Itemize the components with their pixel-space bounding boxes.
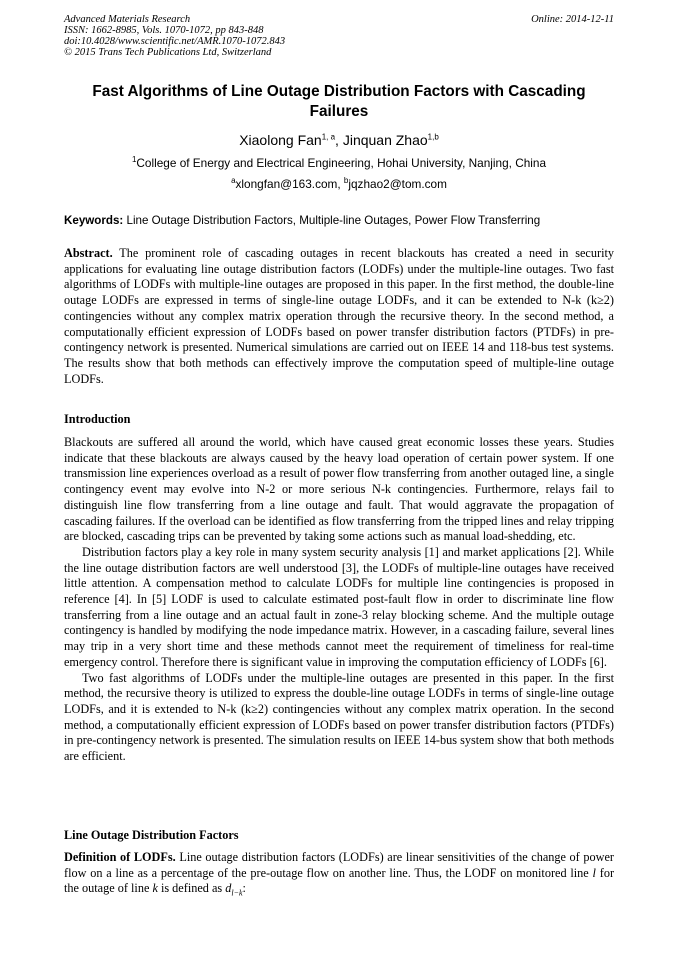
paragraph: Two fast algorithms of LODFs under the multiple-line outages are presented in this paper. In the first method, the recursive theory is utilized to express the double-line outage LODFs in terms of single-line outage LODFs, and it is extended to N-k (k≥2) contingencies without any complex matrix operation. In the second method, a computationally efficient expression of LODFs based on power transfer distribution factors (PTDFs) in pre-contingency network is presented. The simulation results on IEEE 14-bus system show that both methods are efficient.: [64, 670, 614, 764]
definition-label: Definition of LODFs.: [64, 850, 176, 864]
online-date: Online: 2014-12-11: [531, 14, 614, 25]
abstract: [64, 246, 614, 387]
email-list: [64, 177, 614, 192]
keywords-text: Line Outage Distribution Factors, Multiple-line Outages, Power Flow Transferring: [126, 214, 541, 227]
paragraph: Distribution factors play a key role in many system security analysis [1] and market applications [2]. While the line outage distribution factors are well understood [3], the LODFs of multiple-line outages have received little attention. A compensation method to calculate LODFs for multiple line contingencies is proposed in reference [4]. In [5] LODF is used to calculate estimated post-fault flow in order to discriminate line flow transferring from a line outage and an actual fault in zone-3 relay blocking scheme. And the multiple outage contingency is handled by modifying the node impedance matrix. However, in a cascading failure, several lines may trip in a very short time and these methods cannot meet the requirement of timeliness for real-time emergency control. Therefore there is significant value in improving the computation efficiency of LODFs [6].: [64, 544, 614, 669]
author-name: Xiaolong Fan: [239, 132, 322, 148]
author-affiliation-mark: 1,b: [427, 132, 439, 142]
affiliation: [64, 156, 614, 171]
affiliation-text: College of Energy and Electrical Engineering, Hohai University, Nanjing, China: [136, 156, 547, 170]
abstract-text: The prominent role of cascading outages in recent blackouts has created a need in security applications for evaluating line outage distribution factors (LODFs) under the multiple-line outages. Two fast algorithms of LODFs with multiple-line outages are proposed in this paper. In the first method, the double-line outage LODFs are expressed in terms of single-line outage LODFs, and it can be extended to N-k (k≥2) contingencies without any complex matrix operation through the recursive theory. In the second method, a computationally efficient expression of LODFs based on power transfer distribution factors (PTDFs) in pre-contingency network is presented. Numerical simulations are carried out on IEEE 14 and 118-bus test systems. The results show that both methods can effectively improve the computation speed of multiple-line outage LODFs.: [64, 246, 615, 386]
definition-text: is defined as: [160, 881, 223, 896]
journal-header: [64, 14, 614, 58]
journal-name: Advanced Materials Research: [64, 14, 191, 25]
introduction-body: [64, 435, 614, 765]
email-address: xlongfan@163.com: [235, 177, 338, 191]
lodf-symbol: d: [225, 881, 232, 896]
issn-line: ISSN: 1662-8985, Vols. 1070-1072, pp 843-848: [64, 25, 264, 36]
variable-l: l: [592, 865, 596, 880]
keywords: [64, 213, 614, 228]
author-name: Jinquan Zhao: [342, 132, 428, 148]
paper-title: Fast Algorithms of Line Outage Distribution Factors with Cascading Failures: [92, 83, 586, 120]
author-list: [64, 132, 614, 149]
lodf-definition: [64, 850, 614, 897]
author-separator: ,: [335, 132, 343, 148]
email-mark: a: [231, 176, 236, 186]
email-separator: ,: [337, 177, 344, 191]
email-mark: b: [343, 176, 349, 186]
variable-k: k: [152, 881, 158, 896]
section-heading-introduction: Introduction: [64, 412, 131, 426]
lodf-symbol-subscript: l−k: [231, 888, 243, 898]
definition-text: Line outage distribution factors (LODFs) are linear sensitivities of the change of power flow on a line as a percentage of the pre-outage flow on another line. Thus, the LODF on monitored line: [64, 850, 614, 880]
paragraph: Blackouts are suffered all around the world, which have caused great economic losses these years. Studies indicate that these blackouts are always caused by the heavy load operation of certain power system. If one transmission line experiences overload as a result of power flow transferring from another outaged line, a single contingency event may evolve into N-2 or more serious N-k contingencies. Furthermore, relays fail to distinguish line flow transferring from a line outage and fault. That would aggravate the propagation of cascading failures. If the overload can be identified as flow transferring from the tripped lines and relay tripping are blocked, cascading trips can be prevented by taking some actions such as manual load-shedding, etc.: [64, 435, 614, 544]
definition-colon: :: [242, 881, 246, 896]
author-affiliation-mark: 1, a: [321, 132, 336, 142]
abstract-label: Abstract.: [64, 246, 113, 260]
section-heading-lodf: Line Outage Distribution Factors: [64, 828, 239, 842]
keywords-label: Keywords:: [64, 214, 124, 227]
doi-line: doi:10.4028/www.scientific.net/AMR.1070-1072.843: [64, 36, 286, 47]
affiliation-mark: 1: [131, 155, 137, 165]
email-address: jqzhao2@tom.com: [348, 177, 447, 191]
definition-text: for the outage of line: [64, 865, 615, 896]
copyright-line: © 2015 Trans Tech Publications Ltd, Switzerland: [64, 47, 272, 58]
